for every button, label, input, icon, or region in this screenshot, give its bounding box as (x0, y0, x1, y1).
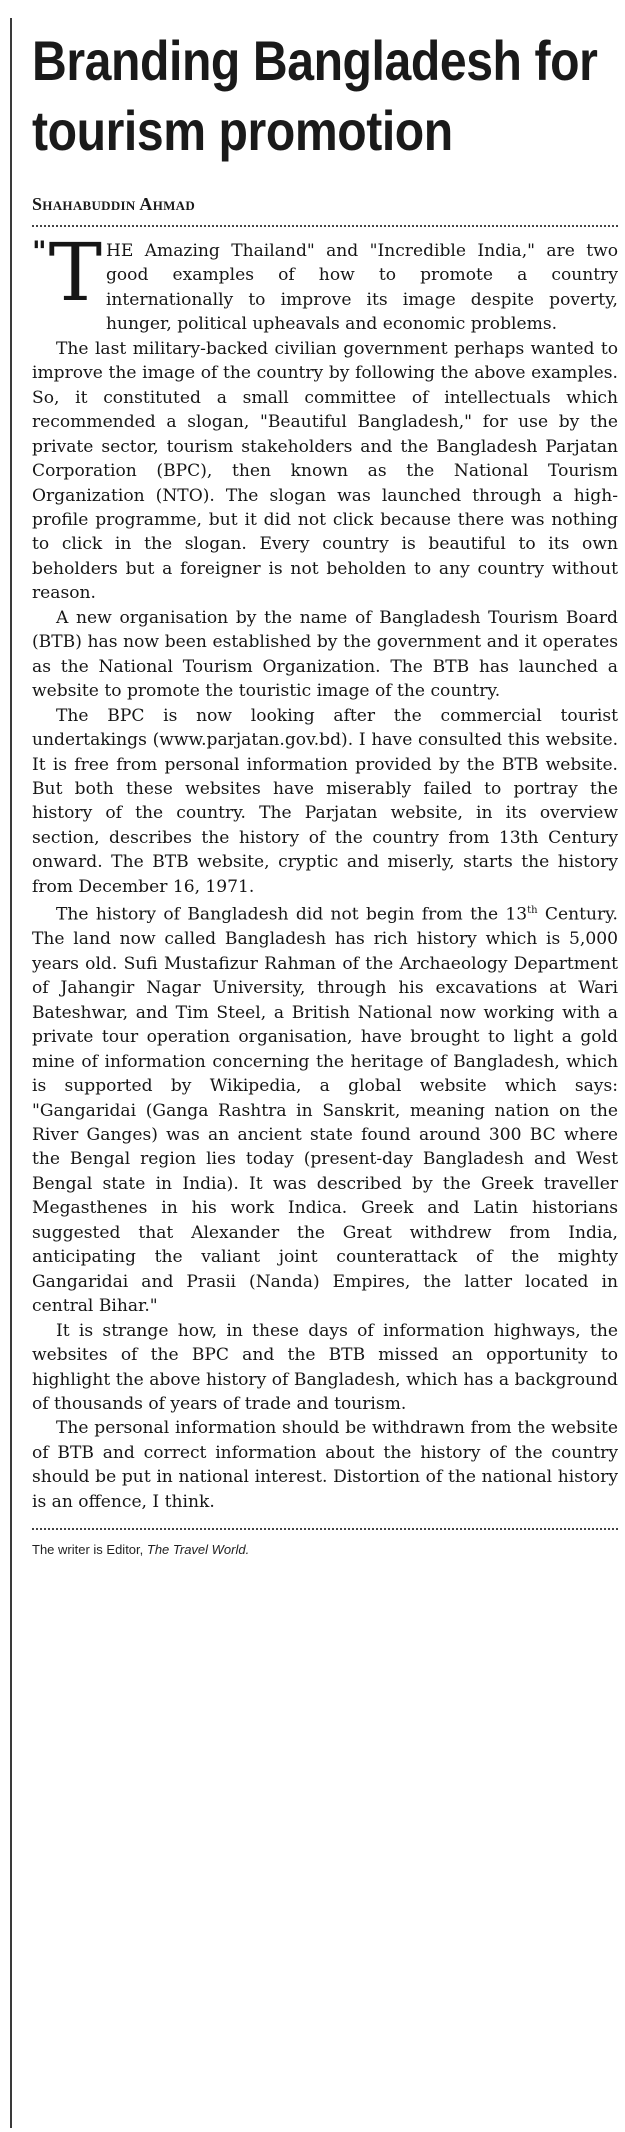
dotted-divider (32, 225, 618, 227)
paragraph-text: The history of Bangladesh did not begin from the 13 (56, 904, 528, 925)
headline: Branding Bangladesh for tourism promotion (32, 29, 598, 162)
dotted-divider (32, 1528, 618, 1530)
paragraph (32, 226, 618, 337)
author-footnote (32, 1542, 616, 1557)
drop-cap: T (48, 226, 102, 319)
open-quote: " (32, 235, 47, 268)
paragraph: It is strange how, in these days of information highways, the websites of the BPC and the BTB missed an opportunity to highlight the above history of Bangladesh, which has a background of thousands of years of trade and tourism. (32, 1320, 618, 1414)
superscript: th (527, 905, 538, 917)
paragraph (32, 899, 618, 1318)
paragraph-text: HE Amazing Thailand" and "Incredible India," are two good examples of how to promote a country internationally to improve its image despite poverty, hunger, political upheavals and economic problems. (105, 241, 618, 335)
article-body (32, 226, 618, 1514)
paragraph: The BPC is now looking after the commercial tourist undertakings (www.parjatan.gov.bd). I have consulted this website. It is free from personal information provided by the BTB website. But both these websites have miserably failed to portray the history of the country. The Parjatan website, in its overview section, describes the history of the country from 13th Century onward. The BTB website, cryptic and miserly, starts the history from December 16, 1971. (32, 705, 618, 897)
publication-name: The Travel World. (146, 1542, 250, 1558)
paragraph: The personal information should be withdrawn from the website of BTB and correct information about the history of the country should be put in national interest. Distortion of the national history is an offence, I think. (32, 1418, 618, 1512)
article (24, 20, 616, 1557)
drop-cap-block (32, 226, 102, 319)
footnote-text: The writer is Editor, (32, 1542, 147, 1558)
margin-rule (10, 18, 12, 2128)
paragraph-text: Century. The land now called Bangladesh has rich history which is 5,000 years old. Sufi Mustafizur Rahman of the Archaeology Department of Jahangir Nagar University, through his excavations at Wari Bateshwar, and Tim Steel, a British National now working with a private tour operation organisation, have brought to light a gold mine of information concerning the heritage of Bangladesh, which is supported by Wikipedia, a global website which says: "Gangaridai (Ganga Rashtra in Sanskrit, meaning nation on the River Ganges) was an ancient state found around 300 BC where the Bengal region lies today (present-day Bangladesh and West Bengal state in India). It was described by the Greek traveller Megasthenes in his work Indica. Greek and Latin historians suggested that Alexander the Great withdrew from India, anticipating the valiant joint counterattack of the mighty Gangaridai and Prasii (Nanda) Empires, the latter located in central Bihar." (32, 904, 618, 1317)
paragraph: The last military-backed civilian government perhaps wanted to improve the image of the country by following the above examples. So, it constituted a small committee of intellectuals which recommended a slogan, "Beautiful Bangladesh," for use by the private sector, tourism stakeholders and the Bangladesh Parjatan Corporation (BPC), then known as the National Tourism Organization (NTO). The slogan was launched through a high-profile programme, but it did not click because there was nothing to click in the slogan. Every country is beautiful to its own beholders but a foreigner is not beholden to any country without reason. (32, 338, 618, 604)
paragraph: A new organisation by the name of Bangladesh Tourism Board (BTB) has now been established by the government and it operates as the National Tourism Organization. The BTB has launched a website to promote the touristic image of the country. (32, 607, 618, 702)
byline: Shahabuddin Ahmad (32, 194, 196, 214)
